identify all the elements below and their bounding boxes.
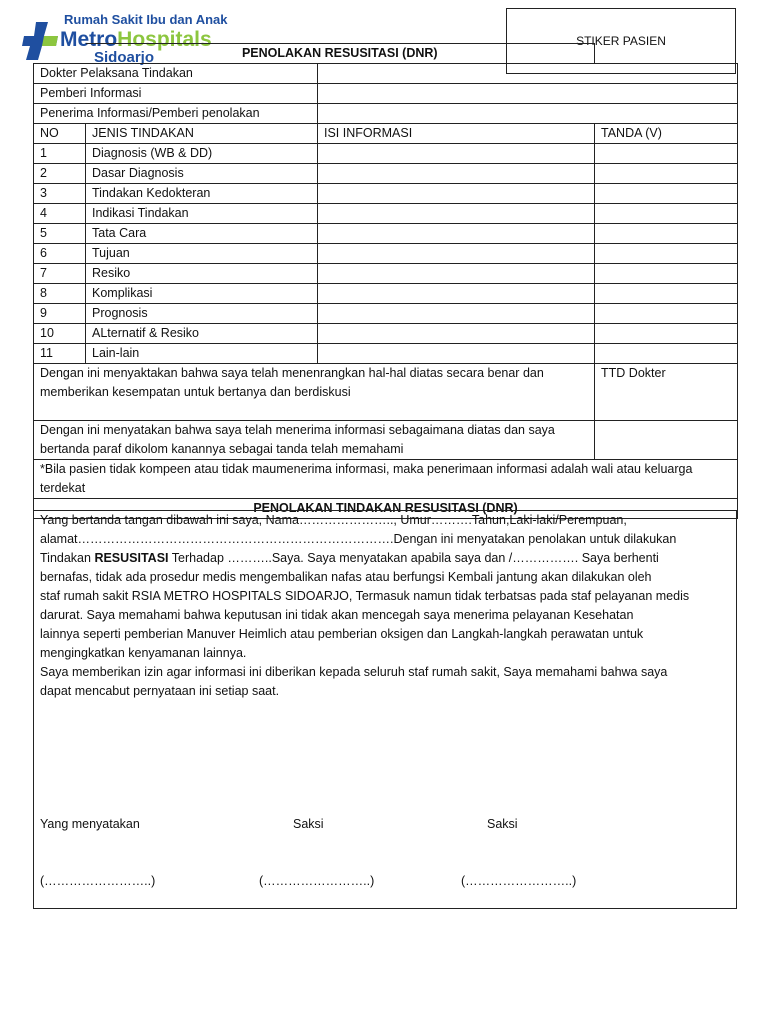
item-number: 1	[34, 144, 86, 164]
doctor-declaration: Dengan ini menyaktakan bahwa saya telah menenrangkan hal-hal diatas secara benar dan memberikan kesempatan untuk bertanya dan berdiskusi	[34, 364, 595, 421]
doctor-declaration-row	[34, 364, 738, 421]
item-check-cell[interactable]	[595, 204, 738, 224]
item-check-cell[interactable]	[595, 184, 738, 204]
item-number: 5	[34, 224, 86, 244]
statement-line: Yang bertanda tangan dibawah ini saya, Nama………………….., Umur……….Tahun,Laki-laki/Perempuan,	[40, 513, 627, 527]
item-info-cell[interactable]	[318, 324, 595, 344]
patient-declaration: Dengan ini menyatakan bahwa saya telah menerima informasi sebagaimana diatas dan saya bertanda paraf dikolom kanannya sebagai tanda telah memahami	[34, 421, 595, 460]
item-label: Tindakan Kedokteran	[86, 184, 318, 204]
info-row	[34, 64, 738, 84]
logo-brand-hospitals: Hospitals	[117, 28, 212, 51]
statement-line: darurat. Saya memahami bahwa keputusan ini tidak akan mencegah saya menerima pelayanan Kesehatan	[40, 608, 634, 622]
table-header	[34, 124, 738, 144]
item-check-cell[interactable]	[595, 304, 738, 324]
form-title: PENOLAKAN RESUSITASI (DNR)	[86, 44, 595, 64]
witness1-signature-blank[interactable]: (……………………..)	[259, 874, 375, 888]
info-label-recipient: Penerima Informasi/Pemberi penolakan	[34, 104, 318, 124]
patient-declaration-row	[34, 421, 738, 460]
dnr-form	[33, 43, 737, 519]
item-label: Komplikasi	[86, 284, 318, 304]
logo-line3: Sidoarjo	[94, 49, 155, 66]
table-row	[34, 304, 738, 324]
declarer-signature-blank[interactable]: (……………………..)	[40, 874, 156, 888]
table-row	[34, 184, 738, 204]
item-number: 10	[34, 324, 86, 344]
item-number: 3	[34, 184, 86, 204]
item-label: Indikasi Tindakan	[86, 204, 318, 224]
table-row	[34, 324, 738, 344]
item-info-cell[interactable]	[318, 244, 595, 264]
table-row	[34, 164, 738, 184]
info-label-informant: Pemberi Informasi	[34, 84, 318, 104]
item-label: Tata Cara	[86, 224, 318, 244]
item-number: 8	[34, 284, 86, 304]
item-number: 9	[34, 304, 86, 324]
item-label: Tujuan	[86, 244, 318, 264]
witness2-signature-blank[interactable]: (……………………..)	[461, 874, 577, 888]
item-label: Lain-lain	[86, 344, 318, 364]
dnr-statement	[33, 510, 737, 909]
item-check-cell[interactable]	[595, 344, 738, 364]
patient-paraf-cell[interactable]	[595, 421, 738, 460]
info-value-recipient[interactable]	[318, 104, 738, 124]
header-jenis: JENIS TINDAKAN	[86, 124, 318, 144]
logo-brand-metro: Metro	[60, 28, 118, 51]
table-row	[34, 224, 738, 244]
item-check-cell[interactable]	[595, 324, 738, 344]
statement-line: mengingkatkan kenyamanan lainnya.	[40, 646, 247, 660]
witness1-label: Saksi	[293, 817, 324, 831]
item-info-cell[interactable]	[318, 304, 595, 324]
declarer-label: Yang menyatakan	[40, 817, 140, 831]
item-check-cell[interactable]	[595, 284, 738, 304]
item-info-cell[interactable]	[318, 204, 595, 224]
info-row	[34, 104, 738, 124]
item-number: 2	[34, 164, 86, 184]
item-check-cell[interactable]	[595, 224, 738, 244]
statement-line: lainnya seperti pemberian Manuver Heimlich atau pemberian oksigen dan Langkah-langkah perawatan untuk	[40, 627, 644, 641]
info-label-doctor: Dokter Pelaksana Tindakan	[34, 64, 318, 84]
item-info-cell[interactable]	[318, 224, 595, 244]
header-no: NO	[34, 124, 86, 144]
item-check-cell[interactable]	[595, 264, 738, 284]
info-value-informant[interactable]	[318, 84, 738, 104]
item-info-cell[interactable]	[318, 344, 595, 364]
statement-text: Terhadap ………..Saya. Saya menyatakan apabila saya dan /……………. Saya berhenti	[168, 551, 659, 565]
item-number: 7	[34, 264, 86, 284]
item-number: 6	[34, 244, 86, 264]
patient-sticker-box: STIKER PASIEN	[506, 8, 736, 74]
item-info-cell[interactable]	[318, 164, 595, 184]
statement-line: Saya memberikan izin agar informasi ini diberikan kepada seluruh staf rumah sakit, Saya memahami bahwa saya	[40, 665, 668, 679]
item-check-cell[interactable]	[595, 164, 738, 184]
information-table	[33, 43, 738, 519]
logo-line1: Rumah Sakit Ibu dan Anak	[64, 12, 228, 27]
item-label: Dasar Diagnosis	[86, 164, 318, 184]
item-number: 11	[34, 344, 86, 364]
item-info-cell[interactable]	[318, 184, 595, 204]
header-tanda: TANDA (V)	[595, 124, 738, 144]
table-row	[34, 344, 738, 364]
item-check-cell[interactable]	[595, 144, 738, 164]
item-label: Prognosis	[86, 304, 318, 324]
header-isi: ISI INFORMASI	[318, 124, 595, 144]
guardian-note: *Bila pasien tidak kompeen atau tidak maumenerima informasi, maka penerimaan informasi adalah wali atau keluarga terdekat	[34, 460, 738, 499]
item-number: 4	[34, 204, 86, 224]
dnr-section-title: PENOLAKAN TINDAKAN RESUSITASI (DNR)	[34, 499, 738, 519]
statement-text: Tindakan	[40, 551, 95, 565]
info-row	[34, 84, 738, 104]
table-row	[34, 244, 738, 264]
item-info-cell[interactable]	[318, 144, 595, 164]
statement-line: bernafas, tidak ada prosedur medis mengembalikan nafas atau berfungsi Kembali jantung akan dilakukan oleh	[40, 570, 652, 584]
item-info-cell[interactable]	[318, 284, 595, 304]
table-row	[34, 264, 738, 284]
statement-line	[40, 549, 730, 568]
item-label: Diagnosis (WB & DD)	[86, 144, 318, 164]
item-label: Resiko	[86, 264, 318, 284]
statement-line: staf rumah sakit RSIA METRO HOSPITALS SIDOARJO, Termasuk namun tidak terbatsas pada staf pelayanan medis	[40, 589, 690, 603]
item-info-cell[interactable]	[318, 264, 595, 284]
item-label: ALternatif & Resiko	[86, 324, 318, 344]
statement-line: dapat mencabut pernyataan ini setiap saat.	[40, 684, 280, 698]
info-value-doctor[interactable]	[318, 64, 738, 84]
table-row	[34, 144, 738, 164]
doctor-signature-cell[interactable]: TTD Dokter	[595, 364, 738, 421]
item-check-cell[interactable]	[595, 244, 738, 264]
witness2-label: Saksi	[487, 817, 518, 831]
statement-line: alamat………………………………………………………………….Dengan ini menyatakan penolakan untuk dilakukan	[40, 532, 677, 546]
table-row	[34, 284, 738, 304]
resusitasi-keyword: RESUSITASI	[94, 551, 169, 565]
table-row	[34, 204, 738, 224]
